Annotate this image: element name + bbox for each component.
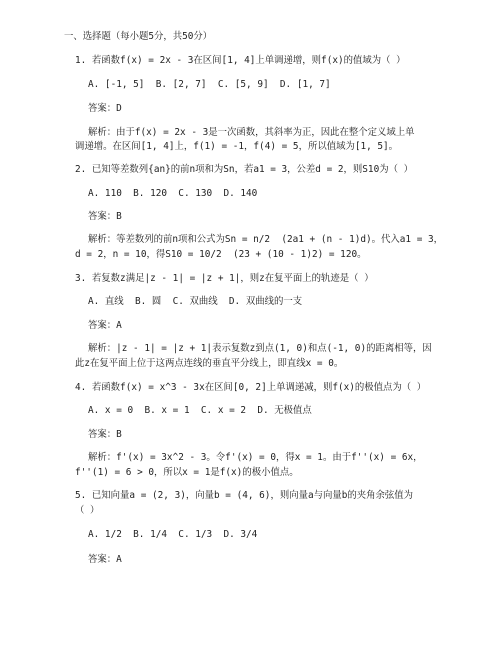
question-4-options: A. x = 0 B. x = 1 C. x = 2 D. 无极值点 (88, 405, 312, 416)
question-4-analysis-line-2: f''(1) = 6 > 0，所以x = 1是f(x)的极小值点。 (75, 467, 299, 478)
question-1-options: A. [-1, 5] B. [2, 7] C. [5, 9] D. [1, 7] (88, 79, 331, 90)
question-3-analysis-line-1: 解析：|z - 1| = |z + 1|表示复数z到点(1, 0)和点(-1, 0)的距离相等，因 (88, 343, 432, 354)
question-1-analysis-line-2: 调递增。在区间[1, 4]上，f(1) = -1，f(4) = 5，所以值域为[1, 5]。 (75, 141, 399, 152)
section-title: 一、选择题（每小题5分，共50分） (64, 31, 213, 42)
question-5-stem-line-1: 5. 已知向量a = (2, 3)，向量b = (4, 6)，则向量a与向量b的夹角余弦值为 (75, 490, 413, 501)
question-3-answer: 答案：A (88, 320, 122, 331)
question-3-options: A. 直线 B. 圆 C. 双曲线 D. 双曲线的一支 (88, 296, 303, 307)
question-4-answer: 答案：B (88, 429, 122, 440)
question-3-stem: 3. 若复数z满足|z - 1| = |z + 1|，则z在复平面上的轨迹是（ ） (75, 273, 374, 284)
question-2-answer: 答案：B (88, 211, 122, 222)
question-1-stem: 1. 若函数f(x) = 2x - 3在区间[1, 4]上单调递增，则f(x)的值域为（ ） (75, 55, 406, 66)
question-2-analysis-line-2: d = 2，n = 10，得S10 = 10/2 (23 + (10 - 1)2) = 120。 (75, 249, 367, 260)
question-3-analysis-line-2: 此z在复平面上位于这两点连线的垂直平分线上，即直线x = 0。 (75, 358, 344, 369)
question-5-options: A. 1/2 B. 1/4 C. 1/3 D. 3/4 (88, 529, 258, 540)
question-5-stem-line-2: （ ） (75, 505, 100, 516)
question-1-analysis-line-1: 解析：由于f(x) = 2x - 3是一次函数，其斜率为正，因此在整个定义域上单 (88, 127, 415, 138)
question-2-options: A. 110 B. 120 C. 130 D. 140 (88, 188, 258, 199)
question-4-stem: 4. 若函数f(x) = x^3 - 3x在区间[0, 2]上单调递减，则f(x)的极值点为（ ） (75, 382, 427, 393)
question-5-answer: 答案：A (88, 554, 122, 565)
question-2-analysis-line-1: 解析：等差数列的前n项和公式为Sn = n/2 (2a1 + (n - 1)d)。代入a1 = 3， (88, 234, 444, 245)
question-1-answer: 答案：D (88, 103, 122, 114)
question-4-analysis-line-1: 解析：f'(x) = 3x^2 - 3。令f'(x) = 0，得x = 1。由于f''(x) = 6x， (88, 452, 423, 463)
question-2-stem: 2. 已知等差数列{an}的前n项和为Sn，若a1 = 3，公差d = 2，则S10为（ ） (75, 164, 413, 175)
